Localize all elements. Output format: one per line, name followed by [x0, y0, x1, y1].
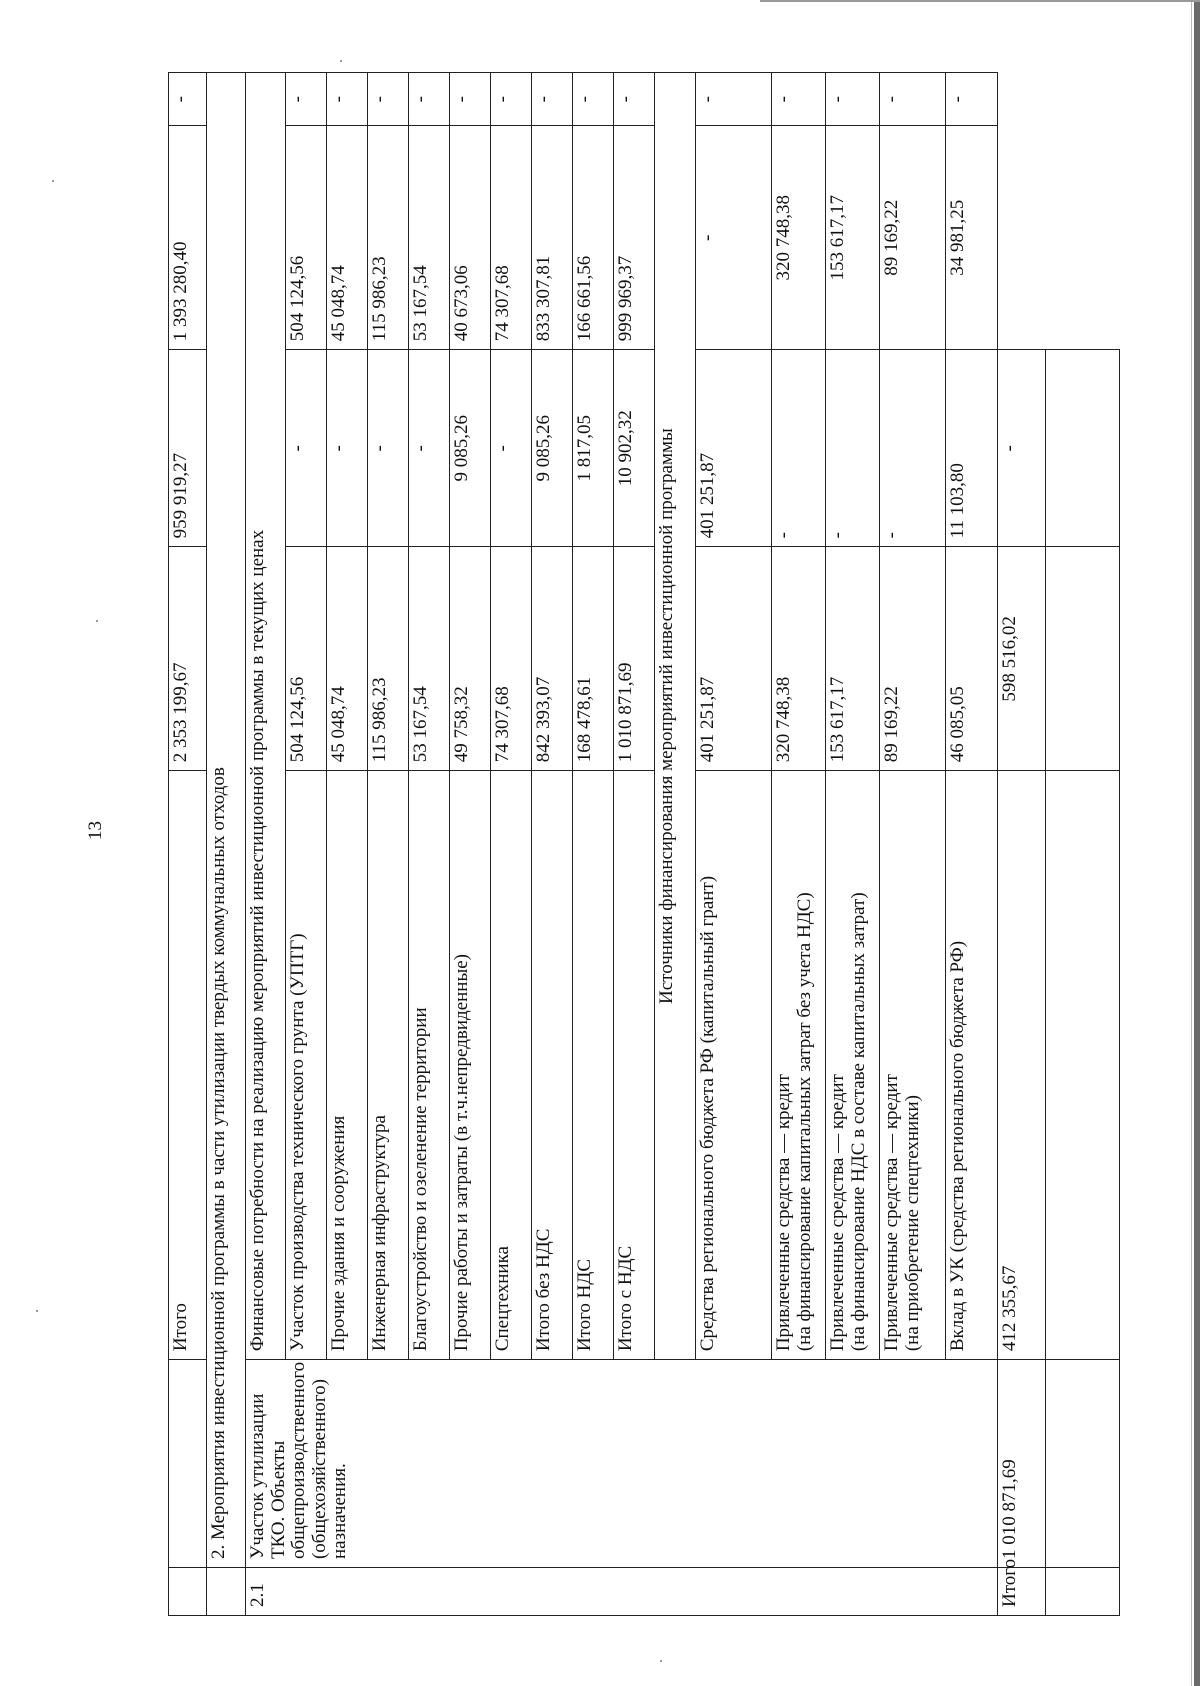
table-row-filler	[1046, 73, 1120, 1616]
investment-table	[168, 72, 1120, 1616]
value-cell: 49 758,32	[450, 547, 491, 771]
value-cell: 89 169,22	[880, 126, 946, 350]
value-cell: 598 516,02	[998, 547, 1046, 771]
section-header: 2. Мероприятия инвестиционной программы в части утилизации твердых коммунальных отходов	[207, 73, 246, 1568]
value-cell: 842 393,07	[532, 547, 573, 771]
sources-header: Источники финансирования мероприятий инвестиционной программы	[655, 73, 696, 1360]
row-label-line2: (на приобретение спецтехники)	[901, 1095, 923, 1352]
row-label: Прочие работы и затраты (в т.ч.непредвиденные)	[450, 771, 491, 1360]
value-cell: -	[614, 73, 655, 126]
value-cell: -	[696, 73, 772, 126]
value-cell: 1 817,05	[573, 350, 614, 547]
value-cell: -	[409, 73, 450, 126]
row-label	[696, 771, 772, 1360]
row-label-line1: Средства регионального бюджета РФ (капитальный грант)	[697, 875, 718, 1352]
value-cell: 89 169,22	[880, 547, 946, 771]
value-cell: -	[327, 73, 368, 126]
value-cell: 40 673,06	[450, 126, 491, 350]
value-cell: -	[409, 350, 450, 547]
value-cell: 2 353 199,67	[169, 547, 207, 771]
value-cell: 153 617,17	[826, 547, 880, 771]
value-cell: 9 085,26	[450, 350, 491, 547]
value-cell: 999 969,37	[614, 126, 655, 350]
row-label: Итого без НДС	[532, 771, 573, 1360]
scan-speck	[36, 1310, 38, 1312]
row-label: Благоустройство и озеленение территории	[409, 771, 450, 1360]
value-cell: 9 085,26	[532, 350, 573, 547]
scan-speck	[660, 1660, 662, 1662]
row-label	[946, 771, 998, 1360]
value-cell: 1 393 280,40	[169, 126, 207, 350]
value-cell: 168 478,61	[573, 547, 614, 771]
row-label-line2: (на финансирование капитальных затрат без учета НДС)	[793, 892, 815, 1352]
value-cell: 53 167,54	[409, 547, 450, 771]
row-label-line1: Привлеченные средства — кредит	[827, 1074, 848, 1352]
value-cell: -	[946, 73, 998, 126]
value-cell: 115 986,23	[368, 126, 409, 350]
table-row-needs-header	[246, 73, 286, 1616]
value-cell: -	[169, 73, 207, 126]
value-cell: 320 748,38	[772, 126, 826, 350]
row-label-line1: Привлеченные средства — кредит	[773, 1074, 794, 1352]
value-cell: 504 124,56	[286, 126, 327, 350]
value-cell: 166 661,56	[573, 126, 614, 350]
value-cell: -	[880, 350, 946, 547]
value-cell: 401 251,87	[696, 350, 772, 547]
value-cell: -	[286, 73, 327, 126]
value-cell: 153 617,17	[826, 126, 880, 350]
row-label	[826, 771, 880, 1360]
value-cell: 45 048,74	[327, 547, 368, 771]
table-row-sources	[998, 73, 1046, 1616]
value-cell: 10 902,32	[614, 350, 655, 547]
value-cell: 46 085,05	[946, 547, 998, 771]
needs-header: Финансовые потребности на реализацию мероприятий инвестиционной программы в текущих ценах	[246, 73, 286, 1360]
row-label: Инженерная инфраструктура	[368, 771, 409, 1360]
value-cell: -	[880, 73, 946, 126]
value-cell: 45 048,74	[327, 126, 368, 350]
value-cell: 959 919,27	[169, 350, 207, 547]
value-cell: -	[696, 126, 772, 350]
row-index: 2.1	[246, 1568, 998, 1616]
value-cell: -	[998, 350, 1046, 547]
row-label-line1: Итого	[999, 1558, 1020, 1607]
rotated-table-container	[168, 72, 1120, 1616]
scan-top-edge	[760, 0, 1200, 2]
value-cell: 11 103,80	[946, 350, 998, 547]
value-cell: 401 251,87	[696, 547, 772, 771]
value-cell: -	[368, 73, 409, 126]
value-cell: 504 124,56	[286, 547, 327, 771]
row-label: Итого с НДС	[614, 771, 655, 1360]
value-cell: 74 307,68	[491, 126, 532, 350]
object-name: Участок утилизации ТКО. Объекты общепроизводственного (общехозяйственного) назначения.	[246, 1360, 998, 1568]
row-label: Участок производства технического грунта (УПТГ)	[286, 771, 327, 1360]
value-cell: -	[491, 73, 532, 126]
row-label	[772, 771, 826, 1360]
value-cell: 1 010 871,69	[998, 1360, 1046, 1568]
scan-speck	[340, 60, 342, 62]
value-cell: -	[327, 350, 368, 547]
value-cell: -	[826, 73, 880, 126]
row-label: Итого	[169, 771, 207, 1360]
row-label: Спецтехника	[491, 771, 532, 1360]
scan-speck	[52, 180, 54, 182]
row-label-line2: (на финансирование НДС в составе капитальных затрат)	[847, 892, 869, 1352]
row-label-line1: Привлеченные средства — кредит	[881, 1074, 902, 1352]
value-cell: 412 355,67	[998, 771, 1046, 1360]
value-cell: 34 981,25	[946, 126, 998, 350]
row-label	[880, 771, 946, 1360]
value-cell: 115 986,23	[368, 547, 409, 771]
value-cell: -	[286, 350, 327, 547]
table-row-section	[207, 73, 246, 1616]
value-cell: -	[532, 73, 573, 126]
scan-edge-line	[1191, 0, 1192, 1686]
value-cell: 320 748,38	[772, 547, 826, 771]
value-cell: -	[772, 350, 826, 547]
value-cell: -	[368, 350, 409, 547]
row-label: Итого НДС	[573, 771, 614, 1360]
scan-edge-shadow	[1194, 0, 1200, 1686]
scan-speck	[96, 620, 98, 622]
value-cell: -	[772, 73, 826, 126]
value-cell: -	[450, 73, 491, 126]
value-cell: 53 167,54	[409, 126, 450, 350]
value-cell: -	[491, 350, 532, 547]
value-cell: 1 010 871,69	[614, 547, 655, 771]
row-label: Прочие здания и сооружения	[327, 771, 368, 1360]
page-number: 13	[85, 821, 106, 840]
value-cell: -	[573, 73, 614, 126]
value-cell: 74 307,68	[491, 547, 532, 771]
row-label	[998, 1558, 1046, 1616]
row-label-line1: Вклад в УК (средства регионального бюджета РФ)	[947, 940, 968, 1352]
table-row-top-total	[169, 73, 207, 1616]
value-cell: -	[826, 350, 880, 547]
value-cell: 833 307,81	[532, 126, 573, 350]
